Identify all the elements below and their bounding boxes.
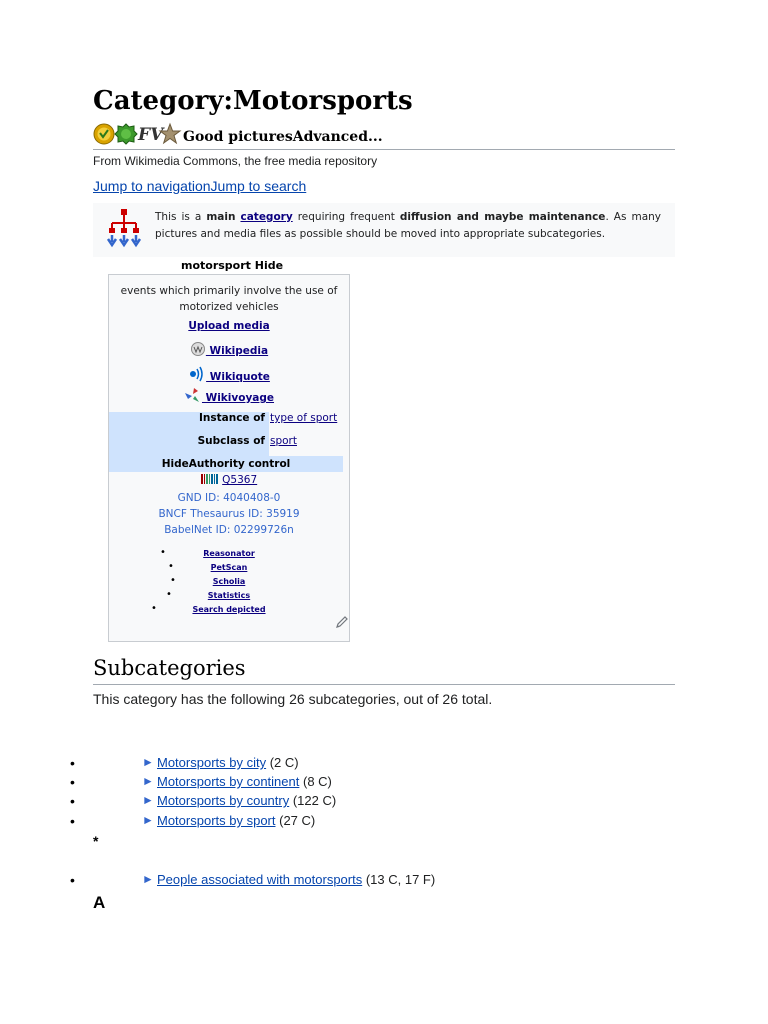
tool-bullet: •: [170, 575, 176, 586]
tool-bullet: •: [168, 561, 174, 572]
infobox-description: events which primarily involve the use of motorized vehicles: [120, 285, 338, 313]
authority-control-header[interactable]: HideAuthority control: [161, 458, 291, 470]
subcategory-link[interactable]: Motorsports by country: [157, 793, 290, 808]
instance-of-label: Instance of: [199, 412, 265, 424]
instance-of-value-link[interactable]: type of sport: [270, 412, 338, 424]
subcategory-count: (8 C): [302, 774, 332, 789]
scholia-link[interactable]: Scholia: [212, 577, 246, 586]
subcategory-count: (27 C): [279, 813, 316, 828]
bncf-id-link[interactable]: BNCF Thesaurus ID: 35919: [158, 508, 300, 520]
list-bullet: •: [70, 755, 75, 771]
wikipedia-link[interactable]: Wikipedia: [205, 345, 269, 357]
search-depicted-link[interactable]: Search depicted: [192, 605, 266, 614]
list-bullet: •: [70, 872, 75, 888]
subcategory-link[interactable]: People associated with motorsports: [157, 872, 363, 887]
main-category-tree-icon: [107, 209, 141, 254]
page-title: Category:Motorsports: [93, 86, 413, 116]
main-category-notice: [93, 203, 675, 257]
subcategory-count: (13 C, 17 F): [365, 872, 436, 887]
babelnet-id-link[interactable]: BabelNet ID: 02299726n: [164, 524, 294, 536]
subcategories-heading: Subcategories: [93, 656, 246, 680]
page-indicators: [93, 123, 383, 150]
upload-media-link[interactable]: Upload media: [188, 320, 270, 332]
featured-star-icon[interactable]: [159, 123, 181, 150]
list-bullet: •: [70, 793, 75, 809]
wikiquote-link[interactable]: Wikiquote: [206, 371, 270, 383]
subcategory-count: (122 C): [292, 793, 337, 808]
indicators-label: Good picturesAdvanced...: [183, 128, 383, 145]
reasonator-link[interactable]: Reasonator: [203, 549, 255, 558]
jump-links: [93, 178, 306, 194]
expand-triangle-icon[interactable]: ►: [142, 813, 154, 827]
subcategories-divider: [93, 684, 675, 685]
subcategory-count: (2 C): [269, 755, 299, 770]
wikidata-barcode-icon: [201, 474, 219, 487]
infobox-title[interactable]: motorsport Hide: [181, 259, 284, 272]
wikivoyage-link[interactable]: Wikivoyage: [201, 392, 275, 404]
petscan-link[interactable]: PetScan: [210, 563, 248, 572]
jump-to-navigation-link[interactable]: Jump to navigation: [93, 178, 211, 194]
tool-bullet: •: [151, 603, 157, 614]
featured-video-icon[interactable]: [137, 123, 164, 150]
wikiquote-icon: [188, 366, 206, 385]
expand-triangle-icon[interactable]: ►: [142, 755, 154, 769]
list-bullet: •: [70, 813, 75, 829]
expand-triangle-icon[interactable]: ►: [142, 774, 154, 788]
group-letter-star: *: [93, 833, 99, 849]
edit-pencil-icon[interactable]: [335, 615, 349, 632]
valued-image-icon[interactable]: [93, 123, 115, 150]
expand-triangle-icon[interactable]: ►: [142, 872, 154, 886]
wikidata-qid-link[interactable]: Q5367: [222, 474, 258, 486]
wikidata-infobox: [108, 274, 350, 642]
main-category-text: This is a main category requiring frequent diffusion and maybe maintenance. As many pictures and media files as possible should be moved into appropriate subcategories.: [155, 211, 662, 240]
title-divider: [93, 149, 675, 150]
subcategory-link[interactable]: Motorsports by sport: [157, 813, 276, 828]
gnd-id-link[interactable]: GND ID: 4040408-0: [177, 492, 281, 504]
subcategory-link[interactable]: Motorsports by continent: [157, 774, 300, 789]
jump-to-search-link[interactable]: Jump to search: [210, 178, 307, 194]
subcategories-description: This category has the following 26 subcategories, out of 26 total.: [93, 691, 493, 707]
tool-bullet: •: [160, 547, 166, 558]
expand-triangle-icon[interactable]: ►: [142, 793, 154, 807]
quality-image-icon[interactable]: [115, 123, 137, 150]
category-help-link[interactable]: category: [240, 211, 293, 223]
list-bullet: •: [70, 774, 75, 790]
subcategory-link[interactable]: Motorsports by city: [157, 755, 267, 770]
wikipedia-icon: [190, 342, 206, 359]
wikivoyage-icon: [184, 387, 202, 406]
subclass-of-value-link[interactable]: sport: [270, 435, 297, 447]
svg-text:FV: FV: [138, 125, 164, 145]
statistics-link[interactable]: Statistics: [207, 591, 251, 600]
site-tagline: From Wikimedia Commons, the free media repository: [93, 154, 378, 168]
subclass-of-label: Subclass of: [197, 435, 265, 447]
group-letter-a: A: [93, 893, 106, 912]
tool-bullet: •: [166, 589, 172, 600]
